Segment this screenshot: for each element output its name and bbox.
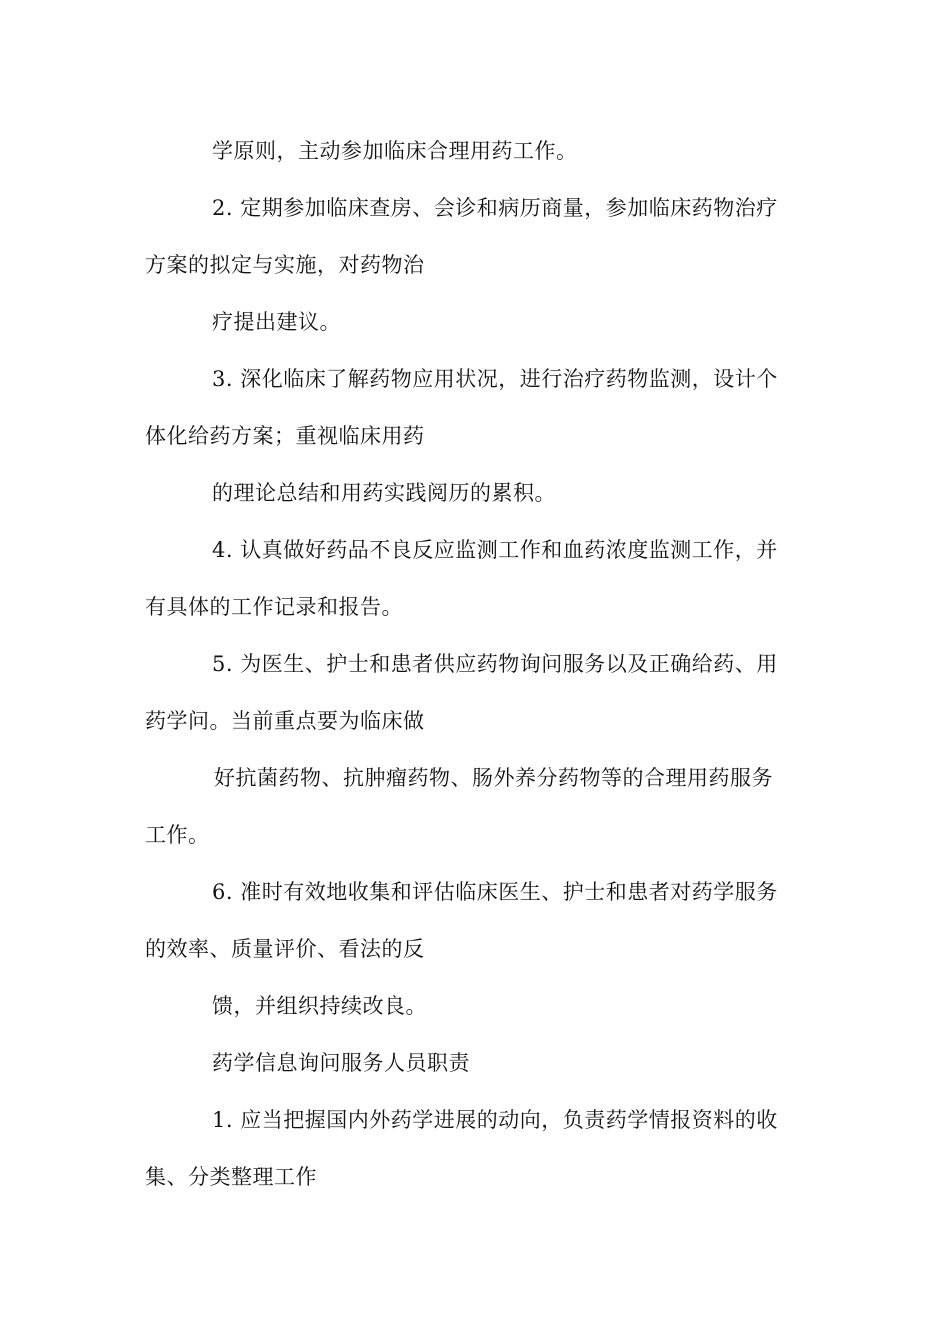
text-line: 方案的拟定与实施，对药物治 <box>145 253 425 277</box>
text-line: 的理论总结和用药实践阅历的累积。 <box>212 481 556 505</box>
list-item-5-line: 5. 为医生、护士和患者供应药物询问服务以及正确给药、用 <box>212 652 778 676</box>
text-line: 集、分类整理工作 <box>145 1165 317 1189</box>
text-line: 疗提出建议。 <box>212 310 341 334</box>
text-line: 药学问。当前重点要为临床做 <box>145 709 425 733</box>
text-line: 好抗菌药物、抗肿瘤药物、肠外养分药物等的合理用药服务 <box>214 766 773 790</box>
text-line: 工作。 <box>145 823 210 847</box>
text-line: 有具体的工作记录和报告。 <box>145 595 403 619</box>
text-line: 学原则，主动参加临床合理用药工作。 <box>212 139 578 163</box>
text-line: 体化给药方案；重视临床用药 <box>145 424 425 448</box>
text-line: 馈，并组织持续改良。 <box>212 994 427 1018</box>
list-item-4-line: 4. 认真做好药品不良反应监测工作和血药浓度监测工作，并 <box>212 538 778 562</box>
section-heading: 药学信息询问服务人员职责 <box>212 1051 470 1075</box>
text-line: 的效率、质量评价、看法的反 <box>145 937 425 961</box>
list-item-3-line: 3. 深化临床了解药物应用状况，进行治疗药物监测，设计个 <box>212 367 778 391</box>
list-item-1-line: 1. 应当把握国内外药学进展的动向，负责药学情报资料的收 <box>212 1108 778 1132</box>
list-item-6-line: 6. 准时有效地收集和评估临床医生、护士和患者对药学服务 <box>212 880 778 904</box>
list-item-2-line: 2. 定期参加临床查房、会诊和病历商量，参加临床药物治疗 <box>212 196 778 220</box>
